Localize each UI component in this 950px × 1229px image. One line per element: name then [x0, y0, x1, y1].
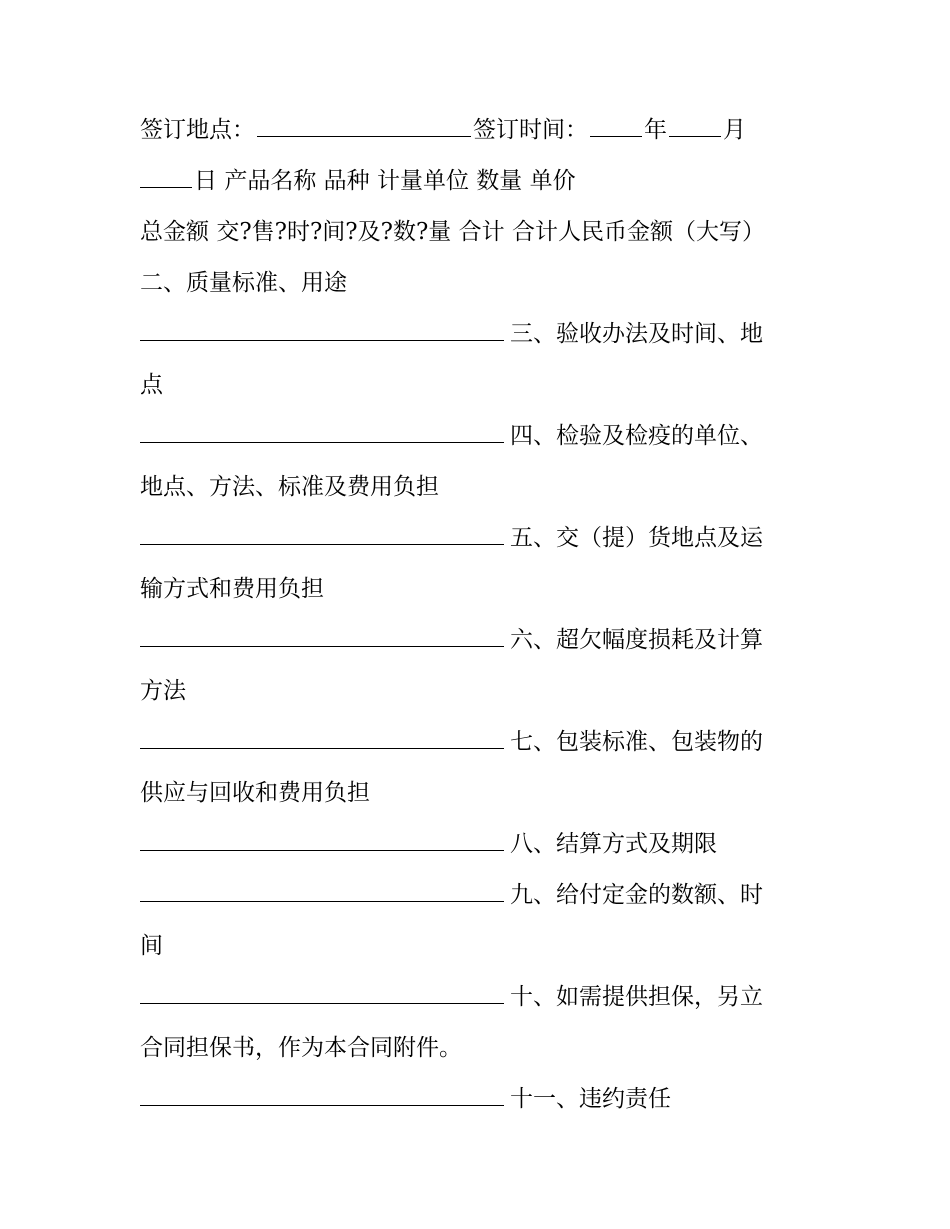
day-label: 日 [194, 168, 217, 194]
header-variety: 品种 [323, 168, 370, 194]
section-3-line [140, 309, 800, 360]
sign-time-label: 签订时间： [473, 117, 588, 143]
section-4-blank[interactable] [140, 526, 504, 545]
section-9-blank[interactable] [140, 985, 504, 1004]
sign-place-label: 签订地点： [140, 117, 255, 143]
section-6-line [140, 615, 800, 666]
section-2-text: 二、质量标准、用途 [140, 270, 347, 296]
section-4-line [140, 411, 800, 462]
section-10-cont [140, 1023, 800, 1074]
header-delivery-time-qty: 交?售?时?间?及?数?量 [216, 219, 452, 245]
section-5-cont [140, 564, 800, 615]
section-3-text: 三、验收办法及时间、地 [510, 321, 763, 347]
contract-page [140, 105, 800, 1125]
section-9-cont [140, 921, 800, 972]
section-3-text-cont: 点 [140, 372, 163, 398]
section-4-text: 四、检验及检疫的单位、 [510, 423, 763, 449]
section-9-line [140, 870, 800, 921]
month-label: 月 [723, 117, 746, 143]
section-6-blank[interactable] [140, 730, 504, 749]
section-2-heading [140, 258, 800, 309]
section-11-line [140, 1074, 800, 1125]
sign-place-blank[interactable] [257, 118, 471, 137]
section-9-text-cont: 间 [140, 933, 163, 959]
section-9-text: 九、给付定金的数额、时 [510, 882, 763, 908]
section-8-blank[interactable] [140, 883, 504, 902]
section-8-line [140, 819, 800, 870]
section-2-blank[interactable] [140, 322, 504, 341]
section-7-text: 七、包装标准、包装物的 [510, 729, 763, 755]
section-10-line [140, 972, 800, 1023]
table-header-line-1 [140, 156, 800, 207]
section-5-text-cont: 输方式和费用负担 [140, 576, 324, 602]
section-7-cont [140, 768, 800, 819]
section-10-text: 十、如需提供担保，另立 [510, 984, 763, 1010]
section-11-text: 十一、违约责任 [510, 1086, 671, 1112]
section-7-text-cont: 供应与回收和费用负担 [140, 780, 370, 806]
section-6-cont [140, 666, 800, 717]
header-unit-price: 单价 [529, 168, 576, 194]
section-10-blank[interactable] [140, 1087, 504, 1106]
year-blank[interactable] [590, 118, 642, 137]
section-3-cont [140, 360, 800, 411]
section-7-line [140, 717, 800, 768]
section-8-text: 八、结算方式及期限 [510, 831, 717, 857]
header-unit: 计量单位 [376, 168, 469, 194]
section-7-blank[interactable] [140, 832, 504, 851]
sign-info-line [140, 105, 800, 156]
section-10-text-cont: 合同担保书，作为本合同附件。 [140, 1035, 462, 1061]
header-total-rmb: 合计人民币金额（大写） [511, 219, 765, 245]
header-subtotal: 合计 [458, 219, 505, 245]
section-4-cont [140, 462, 800, 513]
header-product-name: 产品名称 [224, 168, 317, 194]
month-blank[interactable] [669, 118, 721, 137]
section-5-text: 五、交（提）货地点及运 [510, 525, 763, 551]
year-label: 年 [644, 117, 667, 143]
section-5-line [140, 513, 800, 564]
section-6-text: 六、超欠幅度损耗及计算 [510, 627, 763, 653]
section-5-blank[interactable] [140, 628, 504, 647]
table-header-line-2 [140, 207, 800, 258]
section-6-text-cont: 方法 [140, 678, 186, 704]
header-quantity: 数量 [476, 168, 523, 194]
header-total-amount: 总金额 [140, 219, 209, 245]
section-4-text-cont: 地点、方法、标准及费用负担 [140, 474, 439, 500]
day-blank[interactable] [140, 169, 192, 188]
section-3-blank[interactable] [140, 424, 504, 443]
